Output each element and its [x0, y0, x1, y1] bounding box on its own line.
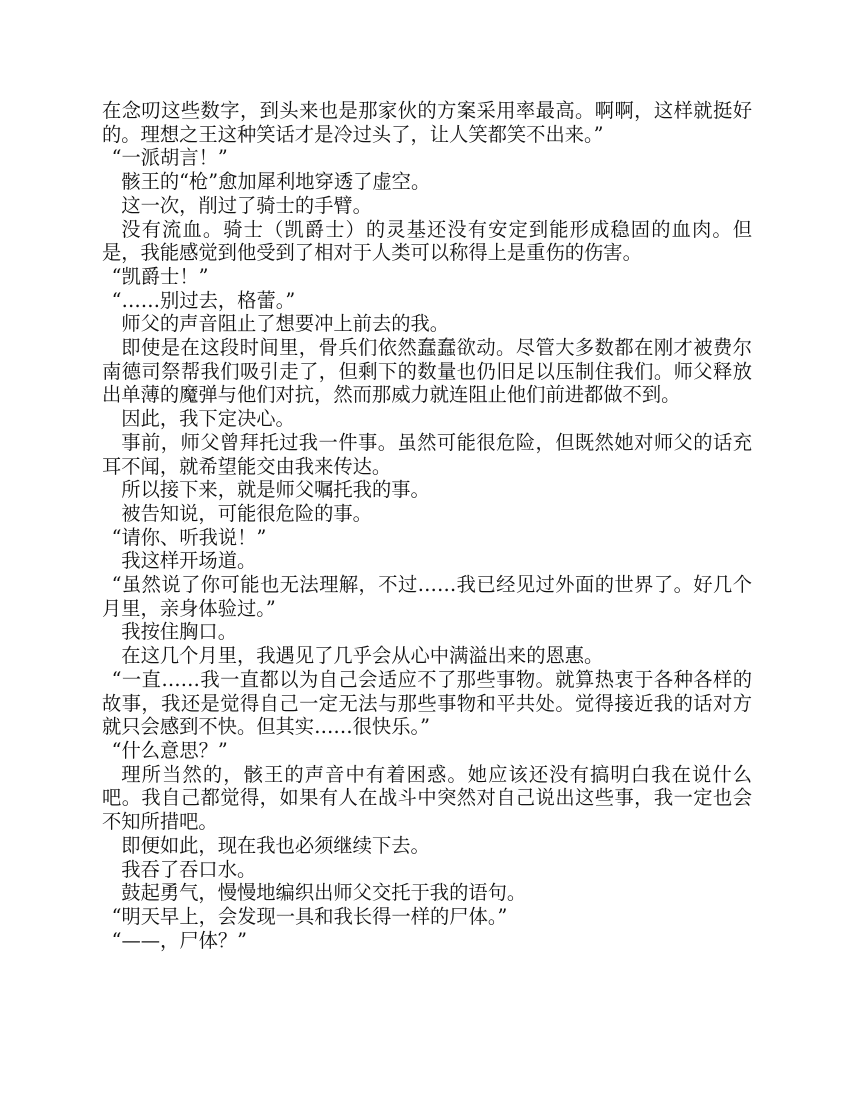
paragraph: 鼓起勇气，慢慢地编织出师父交托于我的语句。 — [121, 881, 527, 905]
paragraph: 师父的声音阻止了想要冲上前去的我。 — [121, 312, 450, 336]
paragraph: 所以接下来，就是师父嘱托我的事。 — [121, 478, 430, 502]
paragraph: 骸王的“枪”愈加犀利地穿透了虚空。 — [121, 170, 431, 194]
paragraph: 即使是在这段时间里，骨兵们依然蠢蠢欲动。尽管大多数都在刚才被费尔南德司祭帮我们吸引走了，但剩下的数量也仍旧足以压制住我们。师父释放出单薄的魔弹与他们对抗，然而那威力就连阻止他们前进都做不到。 — [102, 336, 752, 407]
paragraph: 被告知说，可能很危险的事。 — [121, 501, 372, 525]
paragraph: 在这几个月里，我遇见了几乎会从心中满溢出来的恩惠。 — [121, 644, 604, 668]
paragraph: “一直……我一直都以为自己会适应不了那些事物。就算热衷于各种各样的故事，我还是觉得自己一定无法与那些事物和平共处。觉得接近我的话对方就只会感到不快。但其实……很快乐。” — [102, 667, 752, 739]
paragraph: 我按住胸口。 — [121, 620, 237, 644]
paragraph: 事前，师父曾拜托过我一件事。虽然可能很危险，但既然她对师父的话充耳不闻，就希望能交由我来传达。 — [102, 430, 752, 478]
paragraph: 没有流血。骑士（凯爵士）的灵基还没有安定到能形成稳固的血肉。但是，我能感觉到他受到了相对于人类可以称得上是重伤的伤害。 — [102, 217, 752, 265]
paragraph: 即便如此，现在我也必须继续下去。 — [121, 833, 430, 857]
paragraph: “凯爵士！” — [111, 264, 209, 288]
paragraph: “一派胡言！” — [111, 146, 228, 170]
paragraph: 我这样开场道。 — [121, 549, 257, 573]
paragraph: “——，尸体？” — [111, 928, 248, 952]
paragraph: 我吞了吞口水。 — [121, 857, 257, 881]
paragraph: “什么意思？” — [111, 738, 228, 762]
paragraph: “请你、听我说！” — [111, 525, 267, 549]
paragraph: 这一次，削过了骑士的手臂。 — [121, 193, 372, 217]
paragraph: 在念叨这些数字，到头来也是那家伙的方案采用率最高。啊啊，这样就挺好的。理想之王这种笑话才是冷过头了，让人笑都笑不出来。” — [102, 99, 752, 146]
paragraph: 理所当然的，骸王的声音中有着困惑。她应该还没有搞明白我在说什么吧。我自己都觉得，如果有人在战斗中突然对自己说出这些事，我一定也会不知所措吧。 — [102, 762, 752, 834]
novel-text-body — [102, 99, 752, 952]
paragraph: “明天早上，会发现一具和我长得一样的尸体。” — [111, 904, 508, 928]
paragraph: “虽然说了你可能也无法理解，不过……我已经见过外面的世界了。好几个月里，亲身体验过。” — [102, 573, 752, 620]
paragraph: “……别过去，格蕾。” — [111, 288, 296, 312]
paragraph: 因此，我下定决心。 — [121, 407, 295, 431]
